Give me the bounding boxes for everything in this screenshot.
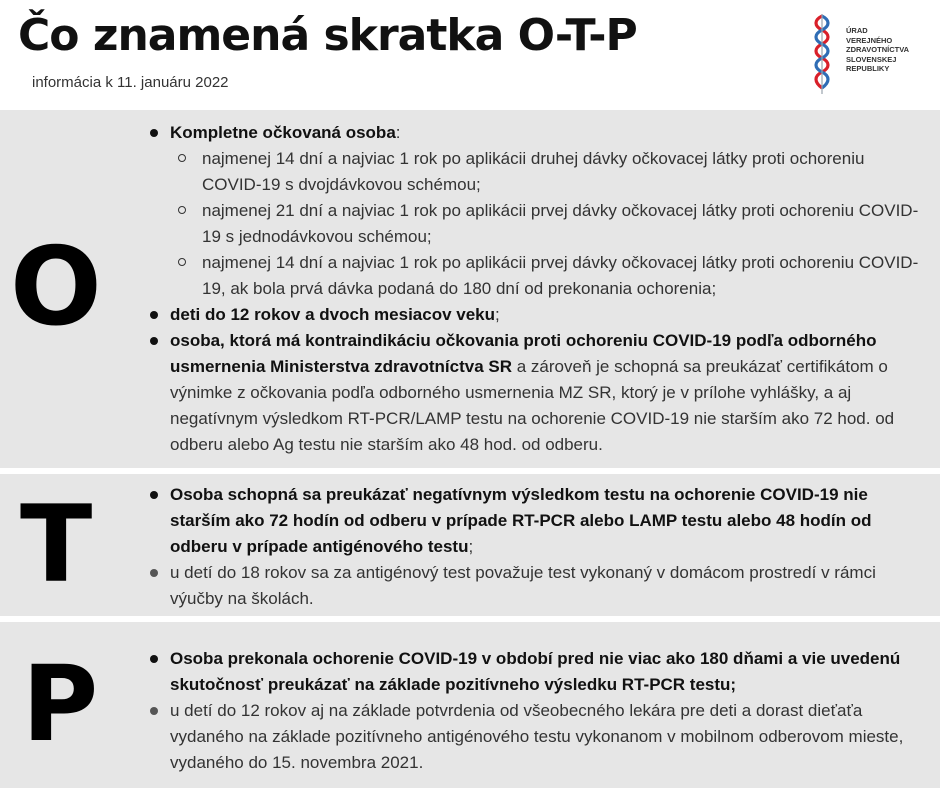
list-item [146, 328, 924, 458]
logo-line: ÚRAD [846, 26, 868, 35]
logo-text [846, 26, 909, 74]
sub-list-item: najmenej 14 dní a najviac 1 rok po aplikácii druhej dávky očkovacej látky proti ochoreniu COVID-19 s dvojdávkovou schémou; [146, 146, 924, 198]
logo-line: REPUBLIKY [846, 64, 890, 73]
item-text: ; [495, 305, 500, 324]
list-item [146, 646, 924, 698]
sub-list-item: najmenej 21 dní a najviac 1 rok po aplikácii prvej dávky očkovacej látky proti ochoreniu COVID-19 s jednodávkovou schémou; [146, 198, 924, 250]
item-bold-text: Osoba prekonala ochorenie COVID-19 v období pred nie viac ako 180 dňami a vie uvedenú skutočnosť preukázať na základe pozitívneho výsledku RT-PCR testu; [170, 649, 901, 694]
page-subtitle: informácia k 11. januáru 2022 [32, 74, 229, 91]
item-bold-text: Kompletne očkovaná osoba [170, 123, 396, 142]
item-bold-text: Osoba schopná sa preukázať negatívnym výsledkom testu na ochorenie COVID-19 nie starším ako 72 hodín od odberu v prípade RT-PCR alebo LAMP testu alebo 48 hodín od odberu v prípade antigénového testu [170, 485, 872, 556]
list-item: u detí do 18 rokov sa za antigénový test považuje test vykonaný v domácom prostredí v rámci výučby na školách. [146, 560, 924, 612]
section-p-content [146, 646, 924, 776]
list-item [146, 120, 924, 146]
section-letter-p: P [22, 643, 99, 765]
header [0, 0, 940, 108]
item-text: a zároveň je schopná sa preukázať certifikátom o výnimke z očkovania podľa odborného usmernenia MZ SR, ktorý je v prílohe vyhlášky, a aj negatívnym výsledkom RT-PCR/LAMP testu na ochorenie COVID-19 nie starším ako 72 hod. od odberu alebo Ag testu nie starším ako 48 hod. od odberu. [170, 357, 895, 454]
list-item: u detí do 12 rokov aj na základe potvrdenia od všeobecného lekára pre deti a dorast dieťaťa vydaného na základe pozitívneho antigénového testu vykonanom v mobilnom odberovom mieste, vydaného do 15. novembra 2021. [146, 698, 924, 776]
section-letter-o: O [10, 225, 102, 350]
list-item [146, 302, 924, 328]
section-o [0, 110, 940, 468]
uvz-logo [804, 12, 934, 96]
section-t-content [146, 482, 924, 612]
sub-list-item: najmenej 14 dní a najviac 1 rok po aplikácii prvej dávky očkovacej látky proti ochoreniu COVID-19, ak bola prvá dávka podaná do 180 dní od prekonania ochorenia; [146, 250, 924, 302]
item-text: : [395, 123, 401, 142]
page-title: Čo znamená skratka O-T-P [18, 10, 637, 61]
logo-line: ZDRAVOTNÍCTVA [846, 45, 910, 54]
section-letter-t: T [20, 483, 93, 606]
logo-line: VEREJNÉHO [846, 35, 893, 45]
section-o-content [146, 120, 924, 458]
list-item [146, 482, 924, 560]
item-bold-text: deti do 12 rokov a dvoch mesiacov veku [170, 305, 496, 324]
section-p [0, 622, 940, 788]
caduceus-logo-icon [804, 12, 840, 96]
item-text: ; [468, 537, 474, 556]
item-bold-text: osoba, ktorá má kontraindikáciu očkovania proti ochoreniu COVID-19 podľa odborného usmernenia Ministerstva zdravotníctva SR [170, 331, 877, 376]
logo-line: SLOVENSKEJ [846, 54, 897, 64]
section-t [0, 474, 940, 616]
